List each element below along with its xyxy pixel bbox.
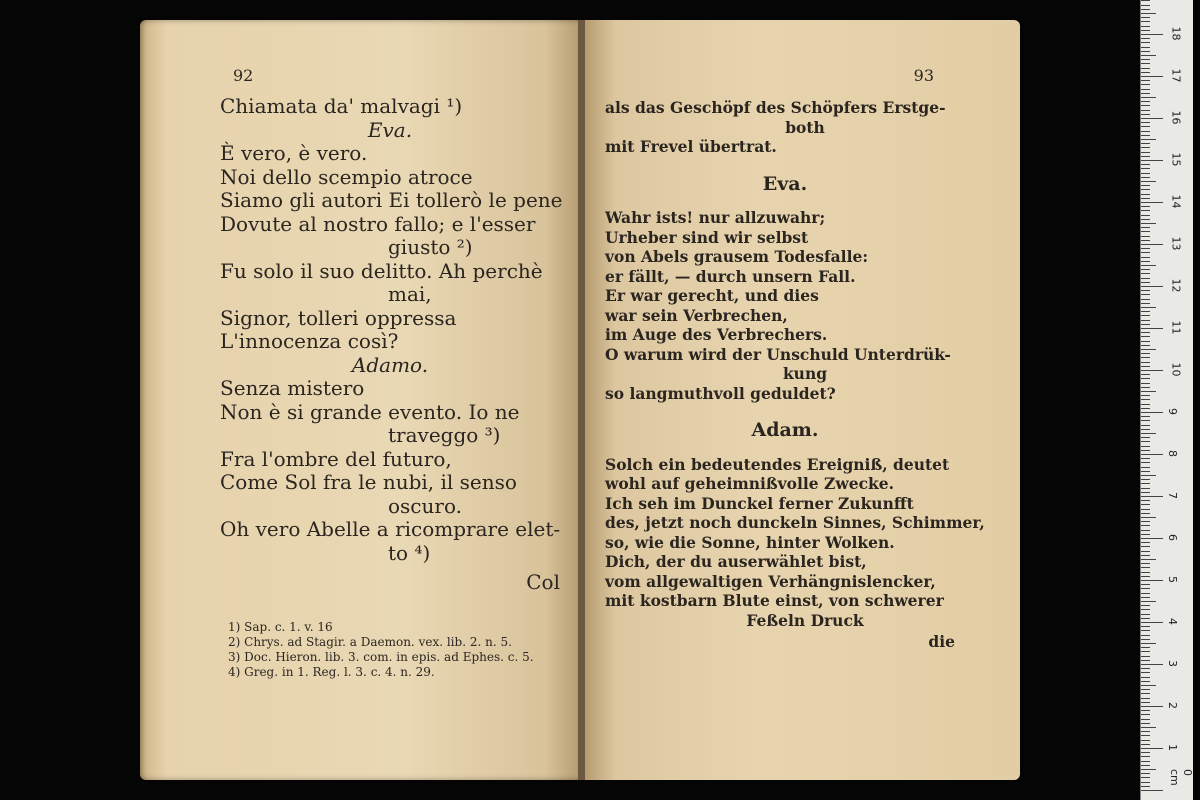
text-line: Urheber sind wir selbst (605, 227, 809, 247)
ruler-tick (1141, 374, 1150, 375)
ruler-tick (1141, 131, 1150, 132)
ruler-tick (1141, 454, 1163, 455)
ruler-tick (1141, 513, 1150, 514)
ruler-tick (1141, 483, 1150, 484)
ruler-tick (1141, 672, 1150, 673)
ruler-tick (1141, 42, 1150, 43)
ruler-tick (1141, 332, 1150, 333)
ruler-tick (1141, 303, 1150, 304)
ruler-tick (1141, 584, 1150, 585)
ruler-tick (1141, 492, 1150, 493)
ruler-tick (1141, 517, 1156, 518)
german-text (605, 98, 985, 652)
ruler-tick (1141, 395, 1150, 396)
ruler-number: 18 (1169, 26, 1183, 41)
ruler-tick (1141, 664, 1163, 665)
ruler-tick (1141, 76, 1163, 77)
ruler-tick (1141, 420, 1150, 421)
footnote: 2) Chrys. ad Stagir. a Daemon. vex. lib. 2. n. 5. (228, 635, 512, 649)
ruler-tick (1141, 97, 1156, 98)
ruler-tick (1141, 479, 1150, 480)
ruler-tick (1141, 383, 1150, 384)
ruler-tick (1141, 555, 1150, 556)
text-line: Signor, tolleri oppressa (220, 305, 457, 330)
ruler-tick (1141, 173, 1150, 174)
ruler-tick (1141, 777, 1150, 778)
ruler-tick (1141, 723, 1150, 724)
ruler-tick (1141, 378, 1150, 379)
ruler-tick (1141, 546, 1150, 547)
ruler-tick (1141, 311, 1150, 312)
ruler-tick (1141, 668, 1150, 669)
ruler-number: 7 (1166, 492, 1179, 499)
ruler-tick (1141, 614, 1150, 615)
text-line: oscuro. (388, 493, 462, 518)
ruler-tick (1141, 227, 1150, 228)
ruler-tick (1141, 786, 1150, 787)
ruler-tick (1141, 240, 1150, 241)
ruler-tick (1141, 735, 1150, 736)
ruler-tick (1141, 80, 1150, 81)
ruler-tick (1141, 231, 1150, 232)
speaker-name: Eva. (762, 172, 808, 195)
text-line: to ⁴) (388, 540, 431, 565)
ruler-number: 11 (1169, 320, 1183, 335)
ruler-tick (1141, 328, 1163, 329)
ruler-tick (1141, 341, 1150, 342)
ruler-tick (1141, 101, 1150, 102)
ruler-tick (1141, 685, 1156, 686)
ruler-tick (1141, 773, 1150, 774)
ruler-tick (1141, 147, 1150, 148)
ruler-tick (1141, 185, 1150, 186)
footnote: 4) Greg. in 1. Reg. l. 3. c. 4. n. 29. (228, 665, 435, 679)
ruler-tick (1141, 702, 1150, 703)
text-line: im Auge des Verbrechers. (605, 325, 828, 344)
ruler-tick (1141, 156, 1150, 157)
ruler-tick (1141, 462, 1150, 463)
page-number: 92 (233, 66, 254, 85)
right-page (585, 20, 1020, 780)
ruler-number: 6 (1166, 534, 1179, 541)
ruler-tick (1141, 252, 1150, 253)
left-page (140, 20, 580, 780)
ruler-tick (1141, 639, 1150, 640)
text-line: Feßeln Druck (746, 610, 864, 630)
ruler-tick (1141, 559, 1156, 560)
ruler-tick (1141, 580, 1163, 581)
ruler-tick (1141, 756, 1150, 757)
ruler-tick (1141, 769, 1156, 770)
catchword: die (928, 632, 955, 651)
text-line: Er war gerecht, und dies (605, 286, 819, 305)
ruler-tick (1141, 55, 1156, 56)
ruler-tick (1141, 202, 1163, 203)
ruler-tick (1141, 689, 1150, 690)
ruler-tick (1141, 467, 1150, 468)
ruler-tick (1141, 635, 1150, 636)
footnote: 3) Doc. Hieron. lib. 3. com. in epis. ad Ephes. c. 5. (228, 650, 534, 664)
ruler-number: 5 (1166, 576, 1179, 583)
text-line: O warum wird der Unschuld Unterdrük- (605, 344, 951, 364)
ruler-tick (1141, 30, 1150, 31)
ruler-tick (1141, 719, 1150, 720)
ruler-tick (1141, 622, 1163, 623)
ruler-tick (1141, 38, 1150, 39)
ruler-tick (1141, 357, 1150, 358)
ruler-tick (1141, 143, 1150, 144)
text-line: so, wie die Sonne, hinter Wolken. (605, 532, 895, 552)
ruler-tick (1141, 282, 1150, 283)
text-line: Noi dello scempio atroce (220, 164, 473, 189)
ruler-tick (1141, 404, 1150, 405)
ruler-tick (1141, 290, 1150, 291)
ruler-tick (1141, 630, 1150, 631)
ruler-tick (1141, 198, 1150, 199)
ruler-tick (1141, 164, 1150, 165)
ruler-tick (1141, 0, 1150, 1)
footnotes (228, 620, 558, 680)
ruler-tick (1141, 744, 1150, 745)
catchword: Col (526, 570, 560, 594)
ruler-tick (1141, 504, 1150, 505)
measurement-ruler (1140, 0, 1193, 800)
ruler-tick (1141, 139, 1156, 140)
text-line: Chiamata da' malvagi ¹) (220, 94, 463, 118)
ruler-tick (1141, 181, 1156, 182)
ruler-tick (1141, 425, 1150, 426)
ruler-tick (1141, 626, 1150, 627)
ruler-tick (1141, 441, 1150, 442)
ruler-tick (1141, 307, 1156, 308)
ruler-tick (1141, 236, 1150, 237)
ruler-tick (1141, 336, 1150, 337)
text-line: giusto ²) (388, 235, 473, 259)
ruler-tick (1141, 450, 1150, 451)
ruler-tick (1141, 223, 1156, 224)
ruler-tick (1141, 286, 1163, 287)
ruler-tick (1141, 458, 1150, 459)
ruler-tick (1141, 320, 1150, 321)
ruler-tick (1141, 118, 1163, 119)
text-line: traveggo ³) (388, 423, 501, 447)
text-line: Dich, der du auserwählet bist, (605, 552, 867, 571)
ruler-tick (1141, 748, 1163, 749)
ruler-tick (1141, 353, 1150, 354)
ruler-tick (1141, 542, 1150, 543)
text-line: war sein Verbrechen, (605, 305, 788, 325)
ruler-tick (1141, 269, 1150, 270)
ruler-tick (1141, 488, 1150, 489)
ruler-tick (1141, 416, 1150, 417)
ruler-tick (1141, 362, 1150, 363)
ruler-tick (1141, 656, 1150, 657)
ruler-tick (1141, 525, 1150, 526)
ruler-tick (1141, 714, 1150, 715)
ruler-number: 1 (1166, 744, 1179, 751)
ruler-tick (1141, 496, 1163, 497)
ruler-tick (1141, 210, 1150, 211)
ruler-number: 2 (1166, 702, 1179, 709)
ruler-tick (1141, 530, 1150, 531)
ruler-number: 8 (1166, 450, 1179, 457)
ruler-number: 9 (1166, 408, 1179, 415)
ruler-number: 15 (1169, 152, 1183, 167)
ruler-tick (1141, 278, 1150, 279)
ruler-tick (1141, 299, 1150, 300)
ruler-tick (1141, 345, 1150, 346)
ruler-tick (1141, 114, 1150, 115)
ruler-tick (1141, 576, 1150, 577)
ruler-number: 4 (1166, 618, 1179, 625)
ruler-tick (1141, 429, 1150, 430)
ruler-tick (1141, 412, 1163, 413)
ruler-tick (1141, 215, 1150, 216)
ruler-tick (1141, 17, 1150, 18)
ruler-tick (1141, 471, 1150, 472)
text-line: als das Geschöpf des Schöpfers Erstge- (605, 98, 946, 117)
ruler-tick (1141, 265, 1156, 266)
ruler-number: 14 (1169, 194, 1183, 209)
speaker-name: Adam. (751, 419, 819, 441)
ruler-tick (1141, 538, 1163, 539)
ruler-number: 16 (1169, 110, 1183, 125)
ruler-tick (1141, 72, 1150, 73)
ruler-tick (1141, 446, 1150, 447)
ruler-tick (1141, 727, 1156, 728)
ruler-tick (1141, 122, 1150, 123)
ruler-number: 13 (1169, 236, 1183, 251)
text-line: wohl auf geheimnißvolle Zwecke. (605, 474, 894, 493)
text-line: È vero, è vero. (220, 141, 368, 165)
ruler-tick (1141, 294, 1150, 295)
ruler-tick (1141, 408, 1150, 409)
ruler-tick (1141, 370, 1163, 371)
ruler-tick (1141, 315, 1150, 316)
ruler-tick (1141, 647, 1150, 648)
ruler-number: 17 (1169, 68, 1183, 83)
ruler-tick (1141, 618, 1150, 619)
ruler-tick (1141, 219, 1150, 220)
text-line: Come Sol fra le nubi, il senso (220, 470, 517, 494)
ruler-tick (1141, 740, 1150, 741)
ruler-tick (1141, 189, 1150, 190)
ruler-tick (1141, 563, 1150, 564)
text-line: mit kostbarn Blute einst, von schwerer (605, 591, 944, 610)
ruler-tick (1141, 521, 1150, 522)
ruler-tick (1141, 601, 1156, 602)
ruler-tick (1141, 681, 1150, 682)
ruler-tick (1141, 710, 1150, 711)
ruler-tick (1141, 47, 1150, 48)
ruler-tick (1141, 105, 1150, 106)
ruler-tick (1141, 790, 1163, 791)
ruler-tick (1141, 194, 1150, 195)
ruler-tick (1141, 93, 1150, 94)
ruler-tick (1141, 110, 1150, 111)
ruler-tick (1141, 475, 1156, 476)
ruler-tick (1141, 244, 1163, 245)
ruler-tick (1141, 593, 1150, 594)
ruler-tick (1141, 643, 1156, 644)
ruler-tick (1141, 572, 1150, 573)
ruler-tick (1141, 9, 1150, 10)
ruler-tick (1141, 698, 1150, 699)
ruler-tick (1141, 731, 1150, 732)
ruler-tick (1141, 597, 1150, 598)
ruler-tick (1141, 89, 1150, 90)
ruler-tick (1141, 387, 1150, 388)
ruler-tick (1141, 349, 1156, 350)
ruler-number: 12 (1169, 278, 1183, 293)
ruler-tick (1141, 261, 1150, 262)
ruler-tick (1141, 399, 1150, 400)
ruler-tick (1141, 660, 1150, 661)
ruler-tick (1141, 693, 1150, 694)
ruler-tick (1141, 765, 1150, 766)
text-line: mit Frevel übertrat. (605, 137, 777, 156)
ruler-tick (1141, 13, 1156, 14)
text-line: Siamo gli autori Ei tollerò le pene (220, 188, 563, 212)
ruler-tick (1141, 609, 1150, 610)
text-line: Dovute al nostro fallo; e l'esser (220, 211, 536, 236)
text-line: Fra l'ombre del futuro, (220, 446, 452, 471)
italian-text (220, 94, 563, 595)
ruler-tick (1141, 51, 1150, 52)
ruler-tick (1141, 706, 1163, 707)
ruler-tick (1141, 59, 1150, 60)
ruler-tick (1141, 84, 1150, 85)
text-line: Ich seh im Dunckel ferner Zukunfft (605, 493, 914, 513)
ruler-tick (1141, 177, 1150, 178)
text-line: both (785, 117, 825, 137)
ruler-number: 10 (1169, 362, 1183, 377)
ruler-tick (1141, 63, 1150, 64)
text-line: vom allgewaltigen Verhängnislencker, (605, 571, 936, 591)
ruler-tick (1141, 206, 1150, 207)
ruler-number: 0 cm (1168, 769, 1194, 786)
open-book (140, 20, 1020, 780)
ruler-tick (1141, 651, 1150, 652)
ruler-tick (1141, 21, 1150, 22)
text-line: Non è si grande evento. Io ne (220, 399, 520, 424)
ruler-tick (1141, 257, 1150, 258)
ruler-tick (1141, 588, 1150, 589)
text-line: mai, (388, 282, 432, 306)
ruler-tick (1141, 135, 1150, 136)
ruler-tick (1141, 273, 1150, 274)
ruler-tick (1141, 782, 1150, 783)
ruler-tick (1141, 509, 1150, 510)
ruler-tick (1141, 152, 1150, 153)
ruler-tick (1141, 567, 1150, 568)
page-number: 93 (913, 66, 934, 85)
ruler-tick (1141, 391, 1156, 392)
ruler-tick (1141, 761, 1150, 762)
ruler-tick (1141, 68, 1150, 69)
ruler-number: 3 (1166, 660, 1179, 667)
speaker-name: Eva. (367, 117, 413, 142)
text-line: Fu solo il suo delitto. Ah perchè (220, 258, 543, 283)
ruler-tick (1141, 605, 1150, 606)
text-line: kung (782, 364, 828, 383)
ruler-tick (1141, 160, 1163, 161)
ruler-tick (1141, 168, 1150, 169)
text-line: er fällt, — durch unsern Fall. (605, 266, 856, 286)
ruler-tick (1141, 248, 1150, 249)
speaker-name: Adamo. (351, 352, 429, 377)
ruler-tick (1141, 126, 1150, 127)
ruler-tick (1141, 366, 1150, 367)
footnote: 1) Sap. c. 1. v. 16 (228, 620, 333, 634)
text-line: Wahr ists! nur allzuwahr; (605, 208, 826, 227)
ruler-tick (1141, 500, 1150, 501)
ruler-tick (1141, 433, 1156, 434)
ruler-tick (1141, 677, 1150, 678)
ruler-tick (1141, 34, 1163, 35)
ruler-tick (1141, 26, 1150, 27)
text-line: Solch ein bedeutendes Ereigniß, deutet (605, 454, 950, 474)
ruler-tick (1141, 752, 1150, 753)
ruler-tick (1141, 5, 1150, 6)
ruler-tick (1141, 324, 1150, 325)
ruler-tick (1141, 437, 1150, 438)
ruler-tick (1141, 534, 1150, 535)
text-line: L'innocenza così? (220, 329, 399, 353)
text-line: Oh vero Abelle a ricomprare elet- (220, 517, 561, 541)
text-line: des, jetzt noch dunckeln Sinnes, Schimmer, (605, 513, 985, 532)
text-line: so langmuthvoll geduldet? (605, 383, 836, 403)
ruler-tick (1141, 551, 1150, 552)
text-line: von Abels grausem Todesfalle: (605, 247, 869, 266)
text-line: Senza mistero (220, 376, 365, 400)
